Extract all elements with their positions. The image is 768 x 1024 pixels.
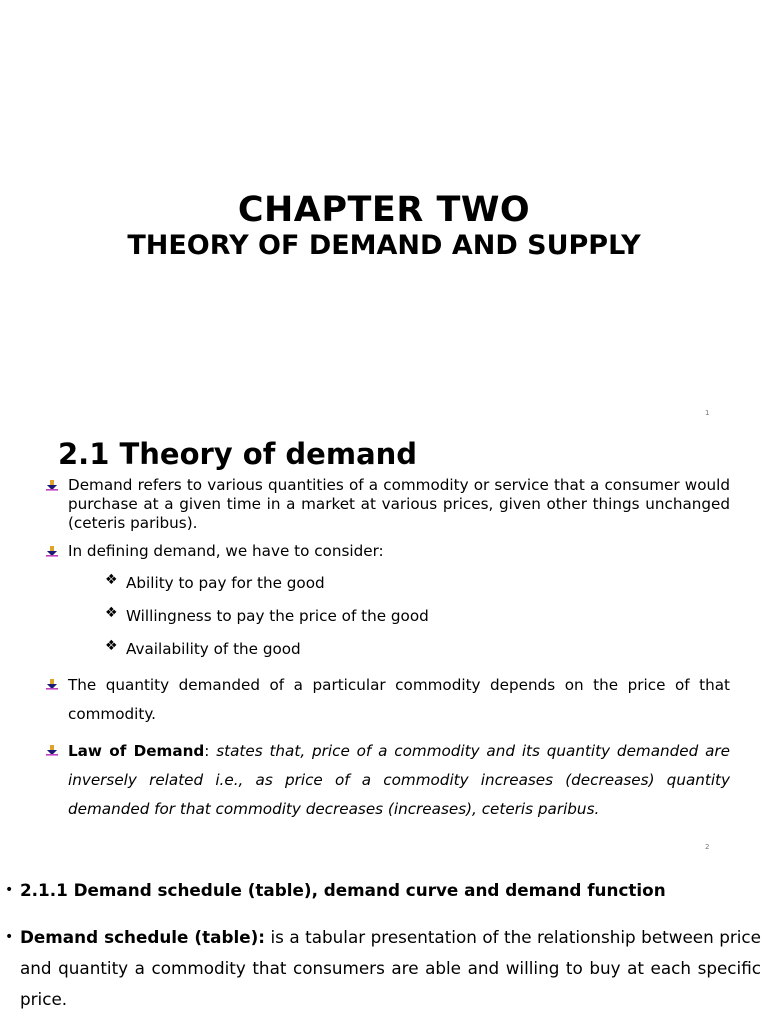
chapter-title: CHAPTER TWO bbox=[237, 190, 531, 230]
law-definition: states that, price of a commodity and its quantity demanded are inversely related i.e., as price of a commodity increases (decreases) quantity demanded for that commodity decreases (increases), ceteris paribus. bbox=[68, 742, 731, 818]
schedule-term: Demand schedule (table): bbox=[20, 927, 265, 947]
demand-schedule-definition bbox=[5, 922, 761, 1015]
subsection-heading bbox=[5, 879, 761, 901]
chapter-subtitle: THEORY OF DEMAND AND SUPPLY bbox=[127, 230, 641, 261]
bullet-text: In defining demand, we have to consider: bbox=[68, 542, 384, 560]
diamond-bullet-icon: ❖ bbox=[105, 605, 118, 621]
bullet-text: The quantity demanded of a particular commodity depends on the price of that commodity. bbox=[68, 676, 730, 723]
page-number: 2 bbox=[705, 843, 710, 851]
arrow-bullet-icon bbox=[46, 545, 58, 557]
sub-list-item bbox=[105, 605, 429, 626]
law-of-demand bbox=[68, 737, 730, 824]
sub-list-item bbox=[105, 572, 325, 593]
law-term: Law of Demand bbox=[68, 742, 205, 760]
sub-list-item bbox=[105, 638, 301, 659]
section-heading: 2.1 Theory of demand bbox=[58, 437, 418, 471]
list-item bbox=[68, 671, 730, 729]
subsection-heading-text: 2.1.1 Demand schedule (table), demand curve and demand function bbox=[20, 880, 666, 900]
arrow-bullet-icon bbox=[46, 744, 58, 756]
arrow-bullet-icon bbox=[46, 479, 58, 491]
schedule-definition: is a tabular presentation of the relationship between price and quantity a commodity that consumers are able and willing to buy at each specific price. bbox=[20, 927, 761, 1009]
bullet-text: Demand refers to various quantities of a commodity or service that a consumer would purchase at a given time in a market at various prices, given other things unchanged (ceteris paribus). bbox=[68, 476, 730, 532]
list-item bbox=[68, 476, 730, 533]
dot-bullet-icon: • bbox=[5, 929, 14, 945]
sub-item-text: Willingness to pay the price of the good bbox=[126, 607, 429, 625]
law-separator: : bbox=[204, 742, 210, 760]
dot-bullet-icon: • bbox=[5, 882, 14, 898]
list-item bbox=[68, 542, 730, 561]
sub-item-text: Ability to pay for the good bbox=[126, 574, 325, 592]
page-number: 1 bbox=[705, 409, 710, 417]
diamond-bullet-icon: ❖ bbox=[105, 572, 118, 588]
arrow-bullet-icon bbox=[46, 678, 58, 690]
sub-item-text: Availability of the good bbox=[126, 640, 301, 658]
diamond-bullet-icon: ❖ bbox=[105, 638, 118, 654]
